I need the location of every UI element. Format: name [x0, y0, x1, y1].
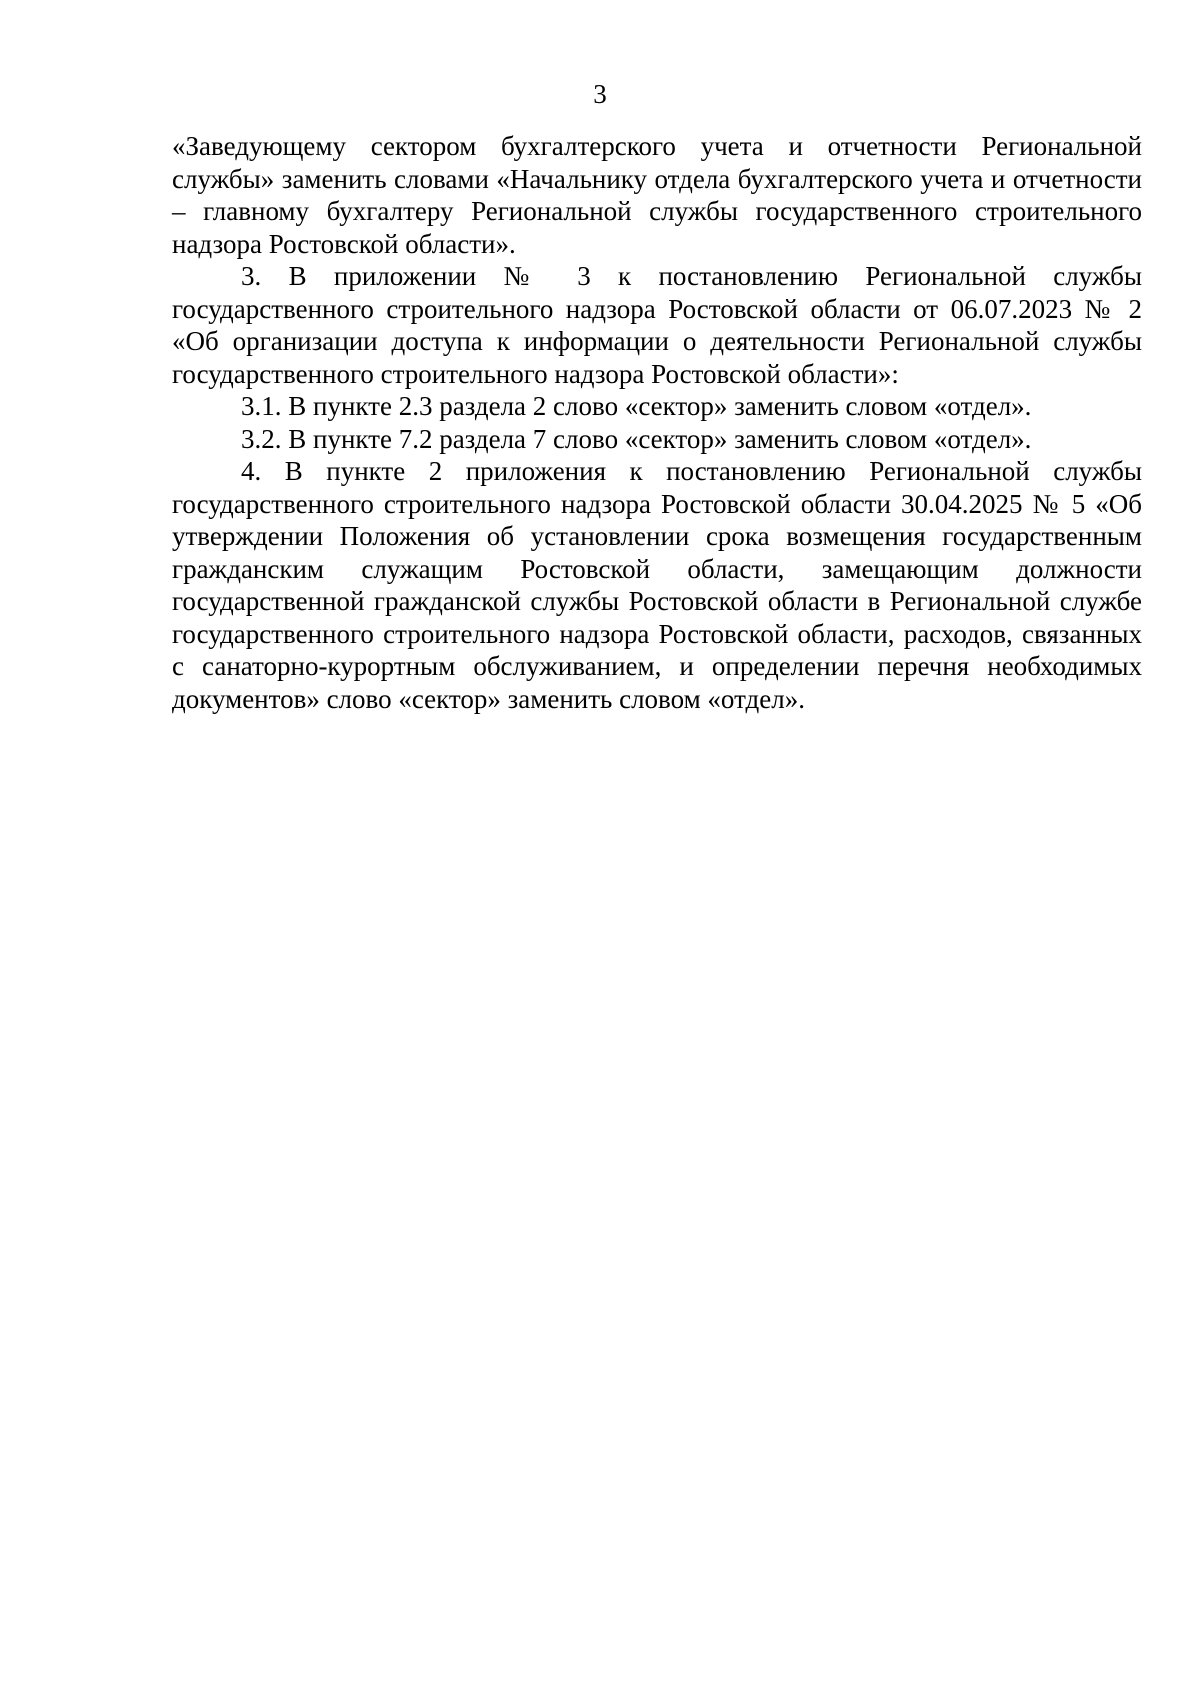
- paragraph-item-3-1: 3.1. В пункте 2.3 раздела 2 слово «сектор» заменить словом «отдел».: [241, 391, 1032, 421]
- paragraph-item-3: 3. В приложении № 3 к постановлению Региональной службы государственного строительного надзора Ростовской области от 06.07.2023 № 2 «Об организации доступа к информации о деятельности Региональной службы государственного строительного надзора Ростовской области»:: [172, 261, 1142, 389]
- paragraph-item-3-2: 3.2. В пункте 7.2 раздела 7 слово «сектор» заменить словом «отдел».: [241, 423, 1032, 454]
- document-body: [172, 130, 1142, 715]
- paragraph-item-4: 4. В пункте 2 приложения к постановлению Региональной службы государственного строительного надзора Ростовской области 30.04.2025 № 5 «Об утверждении Положения об установлении срока возмещения государственным гражданским служащим Ростовской области, замещающим должности государственной гражданской службы Ростовской области в Региональной службе государственного строительного надзора Ростовской области, расходов, связанных с санаторно-курортным обслуживанием, и определении перечня необходимых документов» слово «сектор» заменить словом «отдел».: [172, 456, 1142, 714]
- page-number: 3: [593, 79, 607, 109]
- paragraph-replacement-continuation: «Заведующему сектором бухгалтерского учета и отчетности Региональной службы» заменить словами «Начальнику отдела бухгалтерского учета и отчетности – главному бухгалтеру Региональной службы государственного строительного надзора Ростовской области».: [172, 131, 1142, 259]
